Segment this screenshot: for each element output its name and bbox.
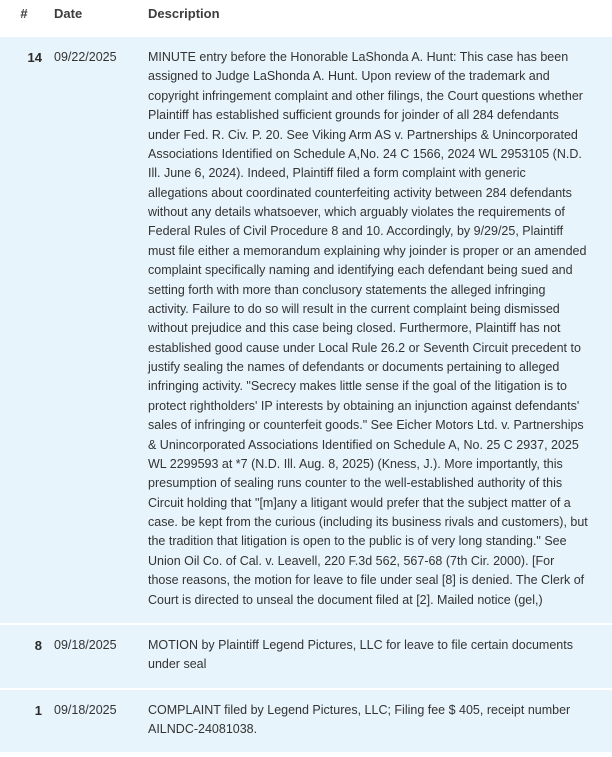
docket-number-link[interactable]: 8 (34, 637, 42, 653)
header-row (0, 0, 612, 36)
column-header-number: # (0, 0, 48, 36)
docket-entry-number[interactable] (0, 624, 48, 689)
table-row (0, 689, 612, 754)
docket-entry-description: MOTION by Plaintiff Legend Pictures, LLC for leave to file certain documents under seal (128, 624, 612, 689)
docket-entry-number[interactable] (0, 689, 48, 754)
column-header-date: Date (48, 0, 128, 36)
docket-number-link[interactable]: 1 (34, 702, 42, 718)
docket-entry-date: 09/18/2025 (48, 689, 128, 754)
docket-table-body (0, 36, 612, 753)
docket-number-link[interactable]: 14 (27, 50, 42, 65)
docket-table-header (0, 0, 612, 36)
table-row (0, 36, 612, 624)
docket-entry-description: MINUTE entry before the Honorable LaShonda A. Hunt: This case has been assigned to Judge LaShonda A. Hunt. Upon review of the trademark and copyright infringement complaint and other filings, the Court questions whether Plaintiff has established sufficient grounds for joinder of all 284 defendants under Fed. R. Civ. P. 20. See Viking Arm AS v. Partnerships & Unincorporated Associations Identified on Schedule A,No. 24 C 1566, 2024 WL 2953105 (N.D. Ill. June 6, 2024). Indeed, Plaintiff filed a form complaint with generic allegations about coordinated counterfeiting activity between 284 defendants without any details whatsoever, which arguably violates the requirements of Federal Rules of Civil Procedure 8 and 10. Accordingly, by 9/29/25, Plaintiff must file either a memorandum explaining why joinder is proper or an amended complaint specifically naming and identifying each defendant being sued and setting forth with more than conclusory statements the alleged infringing activity. Failure to do so will result in the current complaint being dismissed without prejudice and this case being closed. Furthermore, Plaintiff has not established good cause under Local Rule 26.2 or Seventh Circuit precedent to justify sealing the names of defendants or documents pertaining to alleged infringing activity. "Secrecy makes little sense if the goal of the litigation is to protect rightholders' IP interests by obtaining an injunction against defendants' sales of infringing or counterfeit goods." See Eicher Motors Ltd. v. Partnerships & Unincorporated Associations Identified on Schedule A, No. 25 C 2937, 2025 WL 2299593 at *7 (N.D. Ill. Aug. 8, 2025) (Kness, J.). More importantly, this presumption of sealing runs counter to the well-established authority of this Circuit holding that "[m]any a litigant would prefer that the subject matter of a case. be kept from the curious (including its business rivals and customers), but the tradition that litigation is open to the public is of very long standing." See Union Oil Co. of Cal. v. Leavell, 220 F.3d 562, 567-68 (7th Cir. 2000). [For those reasons, the motion for leave to file under seal [8] is denied. The Clerk of Court is directed to unseal the document filed at [2]. Mailed notice (gel,) (128, 36, 612, 624)
docket-entry-number[interactable] (0, 36, 48, 624)
docket-entry-date: 09/18/2025 (48, 624, 128, 689)
table-row (0, 624, 612, 689)
docket-entry-date: 09/22/2025 (48, 36, 128, 624)
column-header-description: Description (128, 0, 612, 36)
docket-entry-description: COMPLAINT filed by Legend Pictures, LLC; Filing fee $ 405, receipt number AILNDC-24081038. (128, 689, 612, 754)
